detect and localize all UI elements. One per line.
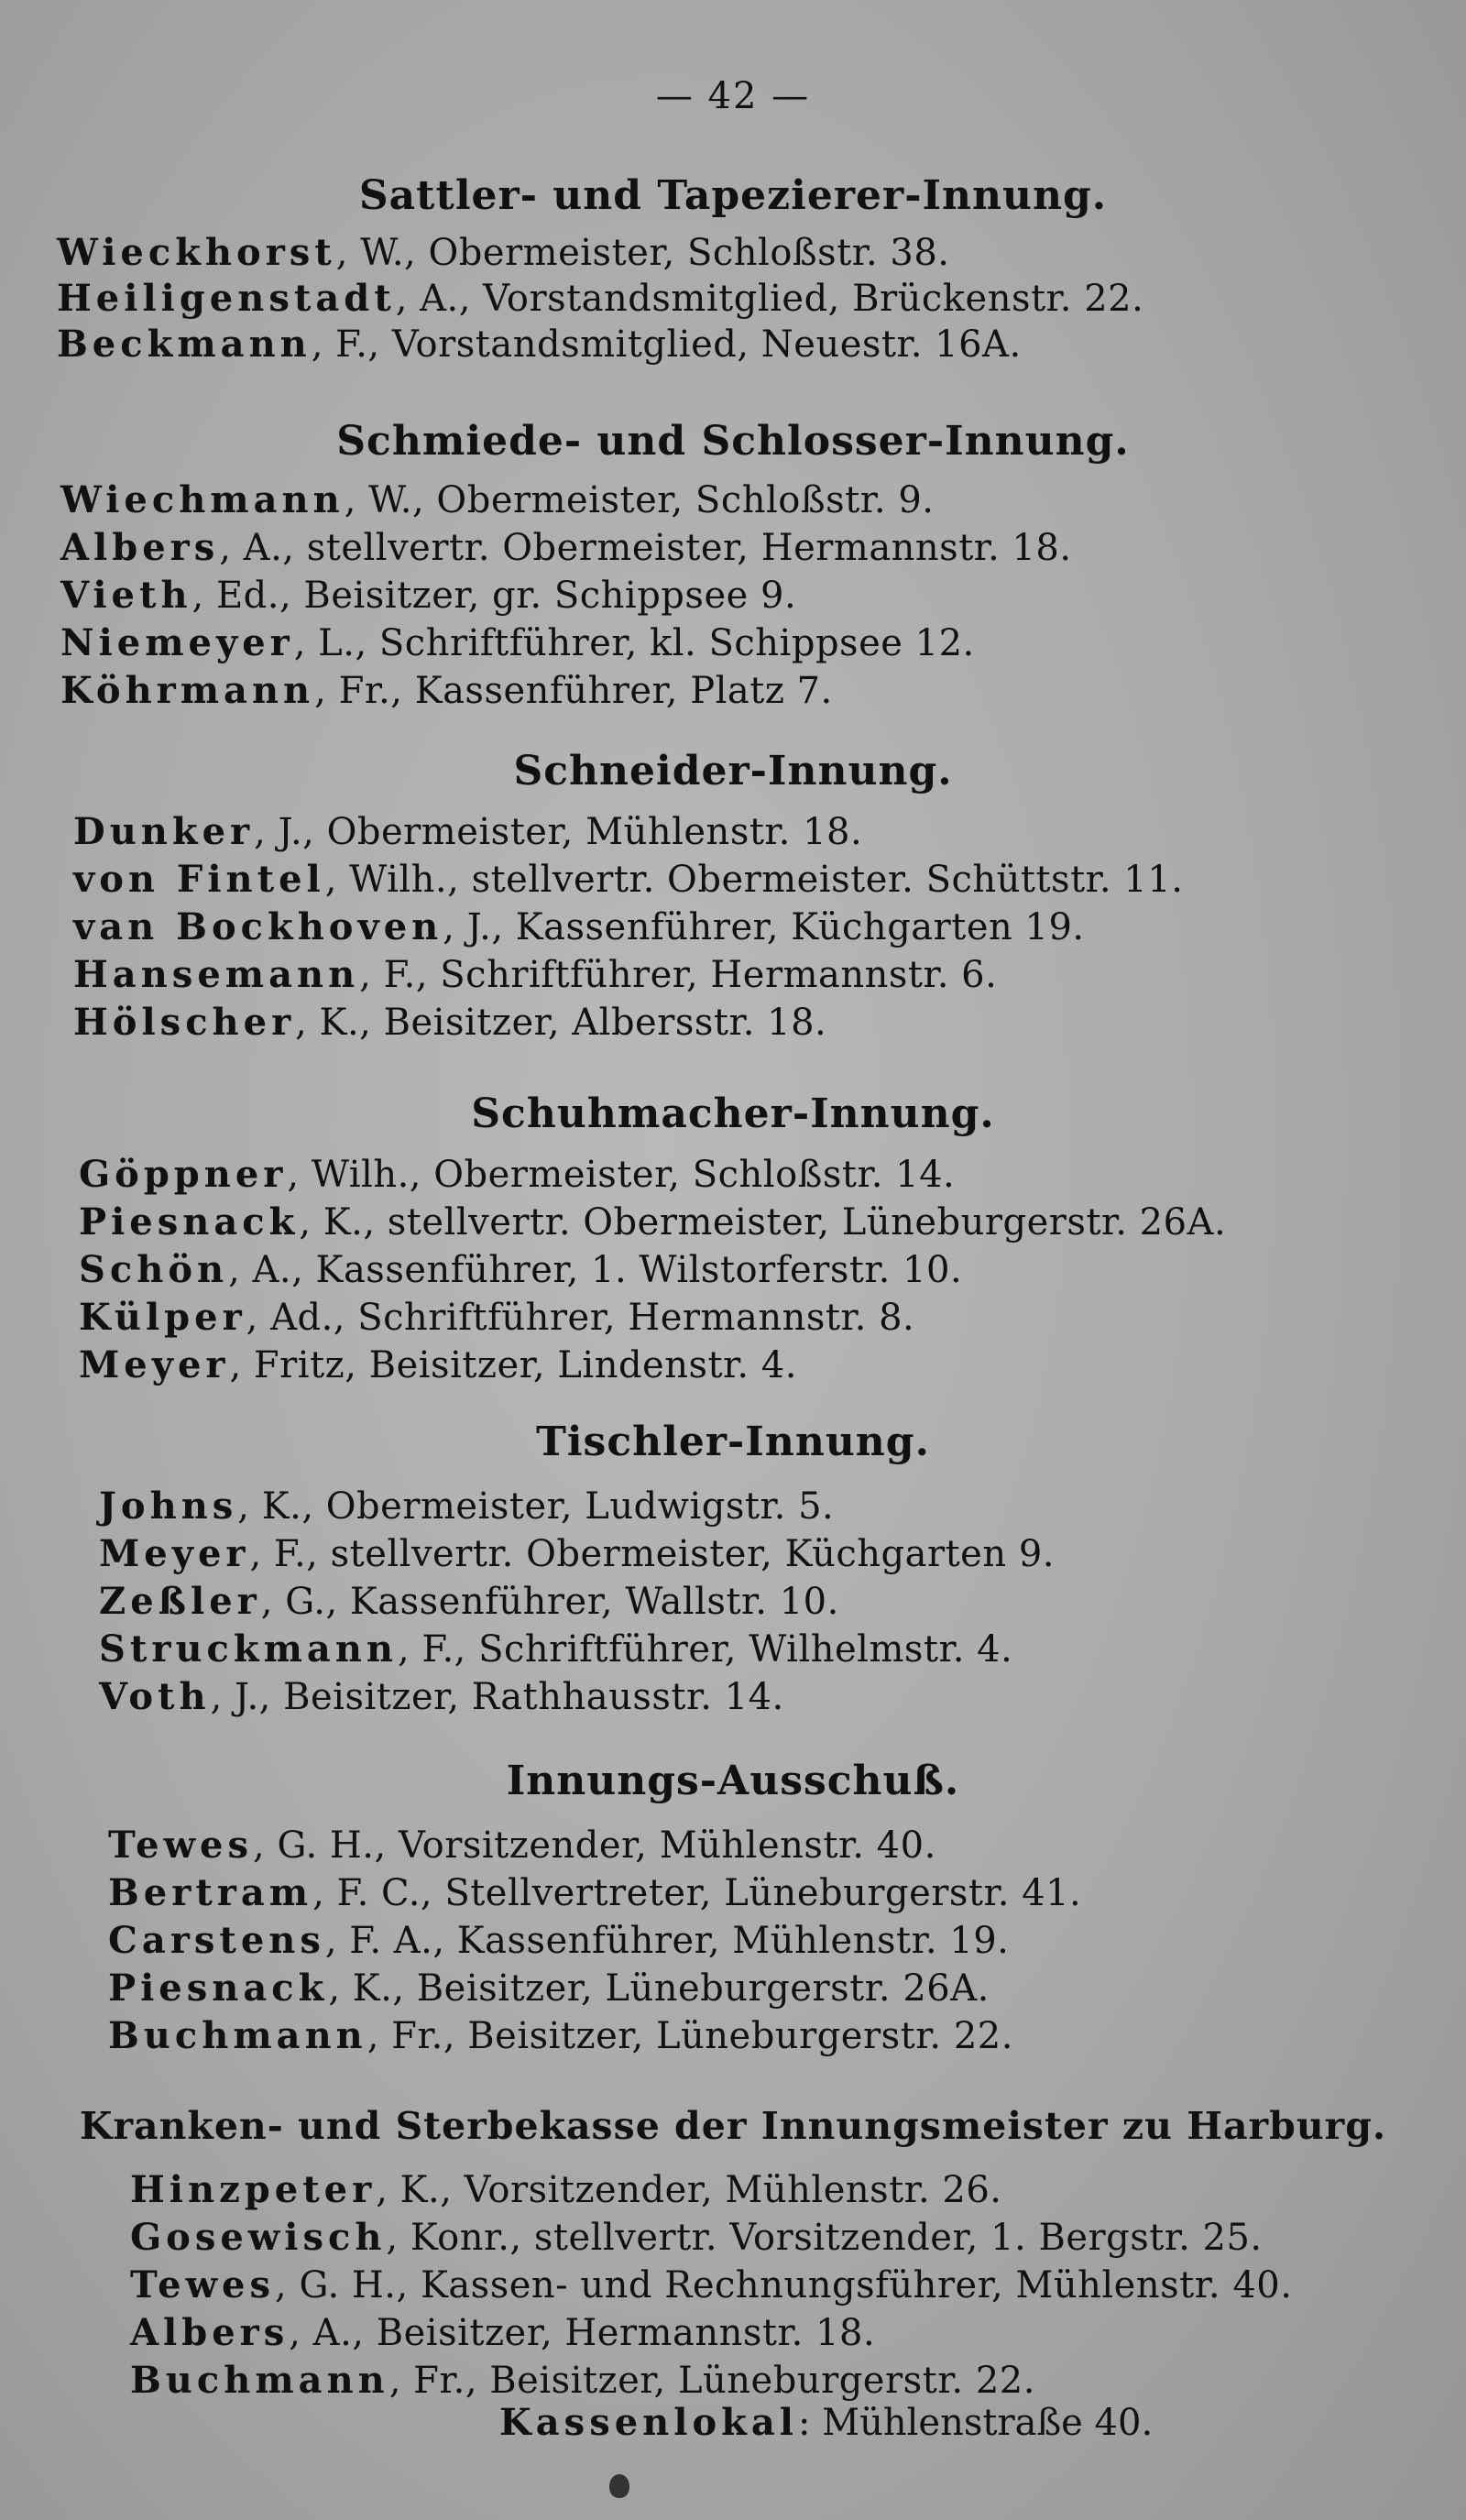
entry-name: Struckmann <box>99 1627 398 1671</box>
entry-details: , Wilh., stellvertr. Obermeister. Schüttstr. 11. <box>324 859 1184 901</box>
entry-details: , F., Vorstandsmitglied, Neuestr. 16A. <box>311 323 1022 366</box>
entry-row <box>79 1153 955 1196</box>
ornament-icon <box>609 2474 629 2498</box>
entry-details: , K., Beisitzer, Lüneburgerstr. 26A. <box>328 1967 990 2010</box>
entry-name: Wiechmann <box>60 478 345 521</box>
entry-details: , Ad., Schriftführer, Hermannstr. 8. <box>246 1297 915 1339</box>
entry-details: , Fr., Beisitzer, Lüneburgerstr. 22. <box>366 2015 1013 2057</box>
footer-value: : Mühlenstraße 40. <box>797 2402 1154 2444</box>
entry-row <box>108 1871 1081 1914</box>
entry-name: Johns <box>99 1485 238 1528</box>
entry-details: , Ed., Beisitzer, gr. Schippsee 9. <box>191 575 797 617</box>
entry-row <box>60 621 975 664</box>
entry-details: , F. A., Kassenführer, Mühlenstr. 19. <box>324 1920 1010 1962</box>
entry-details: , F., stellvertr. Obermeister, Küchgarten 9. <box>249 1533 1055 1575</box>
entry-row <box>79 1248 962 1291</box>
entry-name: Gosewisch <box>130 2216 387 2259</box>
entry-details: , Fr., Kassenführer, Platz 7. <box>314 670 833 712</box>
entry-name: Külper <box>79 1296 246 1339</box>
entry-row <box>99 1485 834 1528</box>
entry-row <box>60 574 796 617</box>
entry-details: , F., Schriftführer, Wilhelmstr. 4. <box>398 1628 1013 1671</box>
entry-name: Buchmann <box>130 2359 389 2402</box>
entry-row <box>73 1001 826 1044</box>
entry-row <box>130 2216 1263 2259</box>
entry-name: Albers <box>130 2311 290 2354</box>
entry-name: Buchmann <box>108 2014 367 2057</box>
entry-details: , A., Kassenführer, 1. Wilstorferstr. 10. <box>228 1249 963 1291</box>
entry-details: , K., Vorsitzender, Mühlenstr. 26. <box>376 2169 1002 2211</box>
entry-details: , K., Beisitzer, Albersstr. 18. <box>295 1002 827 1044</box>
entry-row <box>60 669 833 712</box>
entry-details: , F., Schriftführer, Hermannstr. 6. <box>359 954 998 996</box>
entry-row <box>130 2359 1035 2402</box>
entry-name: Beckmann <box>57 323 312 366</box>
entry-details: , Wilh., Obermeister, Schloßstr. 14. <box>287 1154 956 1196</box>
entry-name: Vieth <box>60 574 192 617</box>
entry-row <box>79 1343 797 1386</box>
entry-details: , Konr., stellvertr. Vorsitzender, 1. Bergstr. 25. <box>386 2217 1263 2259</box>
entry-row <box>108 1824 936 1867</box>
entry-row <box>99 1627 1012 1671</box>
entry-row <box>57 323 1022 366</box>
entry-name: Zeßler <box>99 1580 261 1623</box>
entry-name: Hinzpeter <box>130 2168 377 2211</box>
entry-name: Hölscher <box>73 1001 296 1044</box>
entry-details: , J., Kassenführer, Küchgarten 19. <box>443 906 1085 948</box>
entry-details: , F. C., Stellvertreter, Lüneburgerstr. 41. <box>312 1872 1082 1914</box>
entry-row <box>60 526 1072 569</box>
entry-row <box>73 905 1085 948</box>
entry-name: Hansemann <box>73 953 360 996</box>
entry-name: Piesnack <box>79 1200 300 1244</box>
entry-row <box>57 231 950 274</box>
entry-name: Carstens <box>108 1919 325 1962</box>
section-title-tischler: Tischler-Innung. <box>536 1419 930 1465</box>
entry-details: , A., Vorstandsmitglied, Brückenstr. 22. <box>395 278 1144 320</box>
section-title-ausschuss: Innungs-Ausschuß. <box>506 1758 960 1804</box>
entry-details: , J., Beisitzer, Rathhausstr. 14. <box>210 1676 784 1718</box>
entry-details: , Fritz, Beisitzer, Lindenstr. 4. <box>229 1344 797 1386</box>
entry-row <box>73 858 1183 901</box>
entry-name: Voth <box>99 1675 211 1718</box>
entry-name: Bertram <box>108 1871 313 1914</box>
entry-name: Tewes <box>130 2263 276 2306</box>
entry-row <box>99 1580 839 1623</box>
entry-row <box>57 277 1143 320</box>
entry-name: Köhrmann <box>60 669 315 712</box>
entry-details: , G. H., Vorsitzender, Mühlenstr. 40. <box>253 1824 936 1867</box>
section-title-schneider: Schneider-Innung. <box>513 748 953 794</box>
entry-details: , A., Beisitzer, Hermannstr. 18. <box>289 2312 876 2354</box>
entry-row <box>79 1296 914 1339</box>
kassenlokal-line <box>499 2401 1153 2444</box>
entry-row <box>108 1967 990 2010</box>
section-title-sattler: Sattler- und Tapezierer-Innung. <box>358 172 1108 219</box>
entry-name: Schön <box>79 1248 229 1291</box>
entry-details: , J., Obermeister, Mühlenstr. 18. <box>254 811 863 853</box>
entry-name: Niemeyer <box>60 621 294 664</box>
entry-name: von Fintel <box>73 858 325 901</box>
page-number: — 42 — <box>655 75 811 117</box>
entry-name: Albers <box>60 526 220 569</box>
entry-row <box>130 2311 875 2354</box>
entry-row <box>130 2168 1002 2211</box>
entry-details: , A., stellvertr. Obermeister, Hermannstr. 18. <box>219 527 1072 569</box>
entry-row <box>108 1919 1009 1962</box>
entry-details: , W., Obermeister, Schloßstr. 9. <box>344 479 935 521</box>
entry-name: Dunker <box>73 810 255 853</box>
entry-row <box>130 2263 1292 2306</box>
entry-row <box>73 953 997 996</box>
entry-row <box>79 1200 1226 1244</box>
entry-name: Heiligenstadt <box>57 277 396 320</box>
entry-name: Wieckhorst <box>57 231 336 274</box>
entry-row <box>99 1675 784 1718</box>
section-title-schmiede: Schmiede- und Schlosser-Innung. <box>336 418 1130 465</box>
entry-row <box>60 478 935 521</box>
entry-row <box>99 1532 1055 1575</box>
section-title-krankenkasse: Kranken- und Sterbekasse der Innungsmeister zu Harburg. <box>79 2104 1387 2148</box>
entry-details: , W., Obermeister, Schloßstr. 38. <box>335 232 950 274</box>
footer-label: Kassenlokal <box>499 2401 798 2444</box>
entry-details: , G., Kassenführer, Wallstr. 10. <box>260 1581 839 1623</box>
entry-name: Tewes <box>108 1824 254 1867</box>
entry-details: , K., Obermeister, Ludwigstr. 5. <box>237 1485 835 1528</box>
entry-name: Meyer <box>99 1532 250 1575</box>
entry-name: Piesnack <box>108 1967 329 2010</box>
entry-name: Göppner <box>79 1153 288 1196</box>
entry-details: , Fr., Beisitzer, Lüneburgerstr. 22. <box>388 2360 1035 2402</box>
section-title-schuhmacher: Schuhmacher-Innung. <box>471 1090 995 1137</box>
entry-row <box>73 810 862 853</box>
entry-name: van Bockhoven <box>73 905 443 948</box>
entry-details: , L., Schriftführer, kl. Schippsee 12. <box>293 622 975 664</box>
entry-details: , G. H., Kassen- und Rechnungsführer, Mühlenstr. 40. <box>275 2264 1293 2306</box>
entry-details: , K., stellvertr. Obermeister, Lüneburgerstr. 26A. <box>299 1201 1227 1244</box>
entry-row <box>108 2014 1013 2057</box>
entry-name: Meyer <box>79 1343 230 1386</box>
